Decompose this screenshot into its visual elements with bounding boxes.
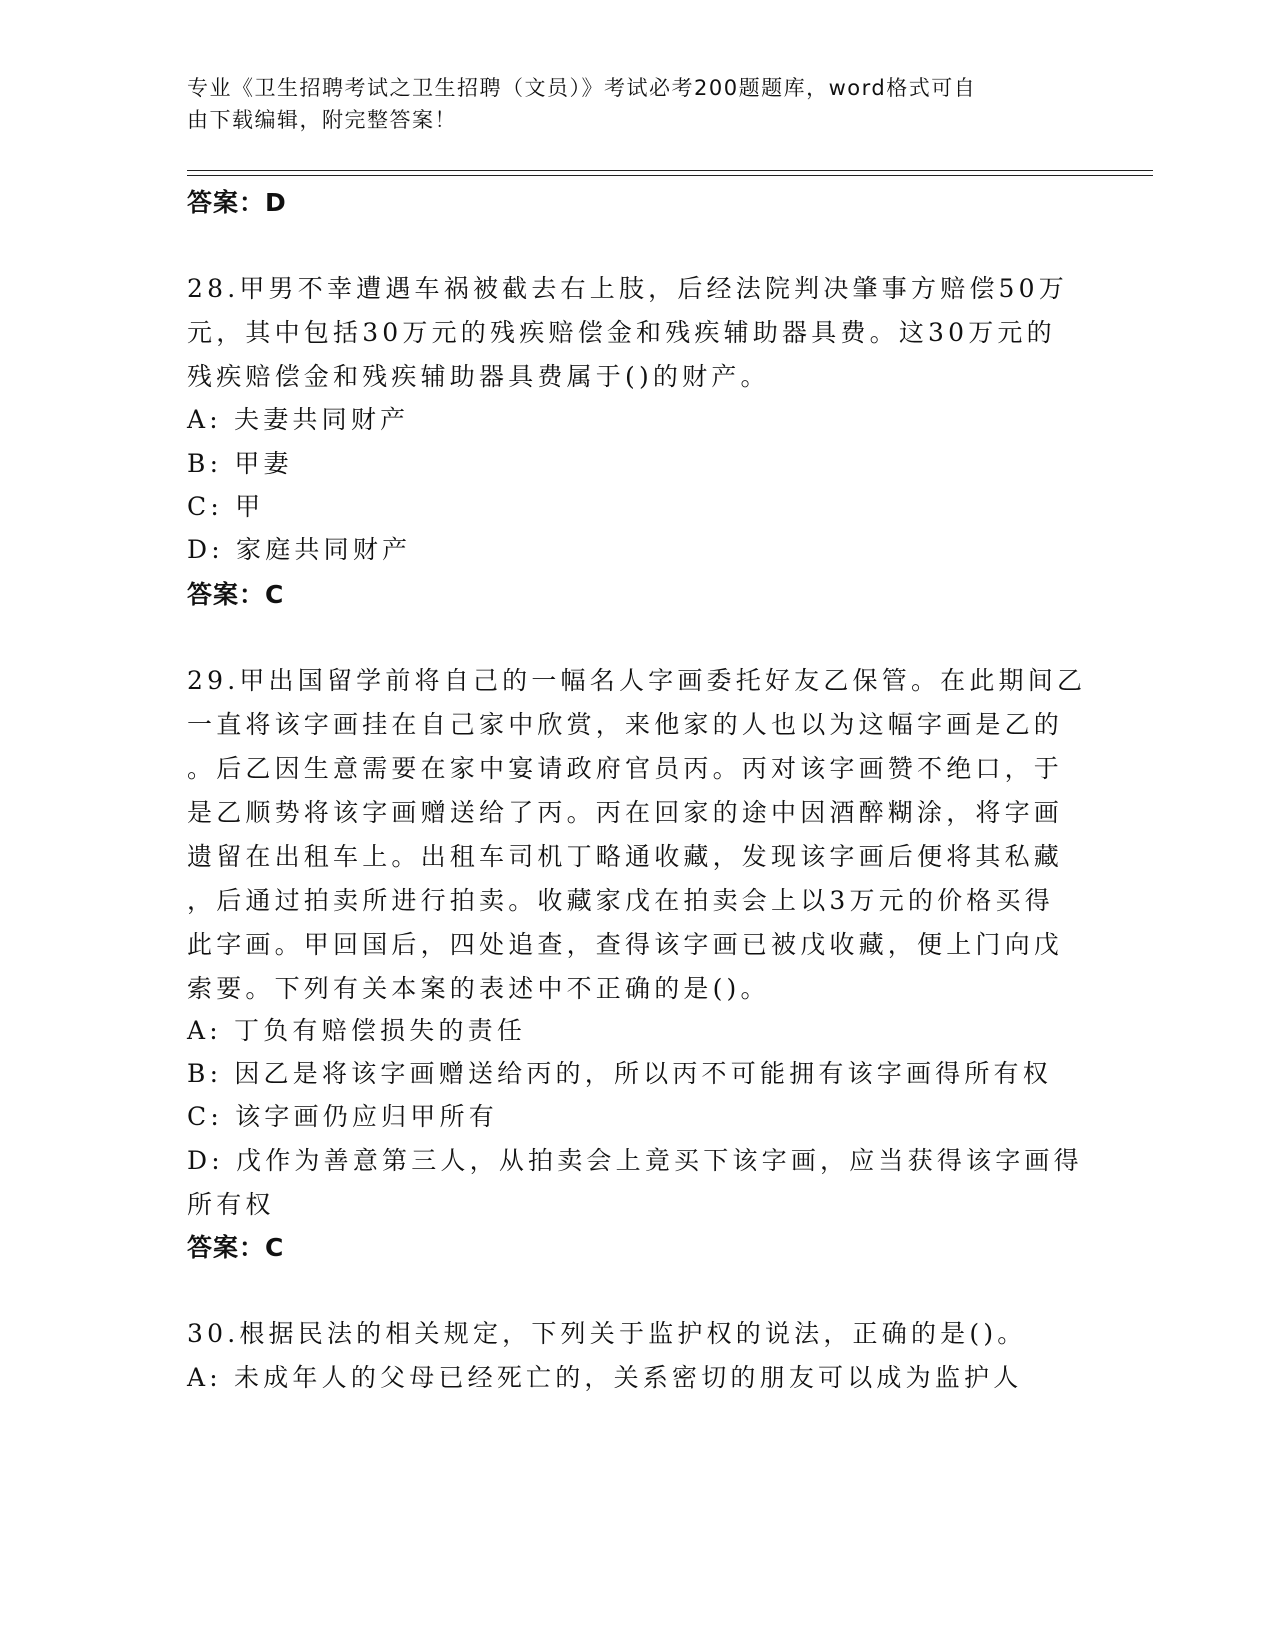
question-29-line: 是乙顺势将该字画赠送给了丙。丙在回家的途中因酒醉糊涂，将字画 [187,798,1064,827]
question-29-line: 遗留在出租车上。出租车司机丁略通收藏，发现该字画后便将其私藏 [187,842,1064,871]
header-title-line-2: 由下载编辑，附完整答案！ [187,108,457,132]
question-30-line: 30.根据民法的相关规定，下列关于监护权的说法，正确的是()。 [187,1319,1027,1348]
question-28-option-d: D: 家庭共同财产 [187,535,412,564]
question-29-option-c: C: 该字画仍应归甲所有 [187,1102,498,1131]
answer-previous: 答案：D [187,188,287,217]
question-29-line: 索要。下列有关本案的表述中不正确的是()。 [187,974,770,1003]
question-29-option-d-continued: 所有权 [187,1190,275,1219]
question-30-option-a: A: 未成年人的父母已经死亡的，关系密切的朋友可以成为监护人 [187,1363,1023,1392]
question-28-option-b: B: 甲妻 [187,449,293,478]
question-28-option-a: A: 夫妻共同财产 [187,405,410,434]
question-29-line: 。后乙因生意需要在家中宴请政府官员丙。丙对该字画赞不绝口，于 [187,754,1064,783]
question-29-answer: 答案：C [187,1233,285,1262]
header-rule-top [187,170,1153,171]
question-28-line: 残疾赔偿金和残疾辅助器具费属于()的财产。 [187,362,770,391]
question-29-line: 此字画。甲回国后，四处追查，查得该字画已被戊收藏，便上门向戊 [187,930,1064,959]
question-28-option-c: C: 甲 [187,492,265,521]
header-title-line-1: 专业《卫生招聘考试之卫生招聘（文员）》考试必考200题题库，word格式可自 [187,76,977,100]
question-29-line: 29.甲出国留学前将自己的一幅名人字画委托好友乙保管。在此期间乙 [187,666,1087,695]
question-29-line: 一直将该字画挂在自己家中欣赏，来他家的人也以为这幅字画是乙的 [187,710,1064,739]
question-29-option-d: D: 戊作为善意第三人，从拍卖会上竟买下该字画，应当获得该字画得 [187,1146,1083,1175]
question-29-line: ，后通过拍卖所进行拍卖。收藏家戊在拍卖会上以3万元的价格买得 [187,886,1054,915]
question-28-answer: 答案：C [187,580,285,609]
question-29-option-a: A: 丁负有赔偿损失的责任 [187,1016,527,1045]
question-28-line: 元，其中包括30万元的残疾赔偿金和残疾辅助器具费。这30万元的 [187,318,1056,347]
question-28-line: 28.甲男不幸遭遇车祸被截去右上肢，后经法院判决肇事方赔偿50万 [187,274,1068,303]
header-rule-bottom [187,175,1153,176]
question-29-option-b: B: 因乙是将该字画赠送给丙的，所以丙不可能拥有该字画得所有权 [187,1059,1052,1088]
